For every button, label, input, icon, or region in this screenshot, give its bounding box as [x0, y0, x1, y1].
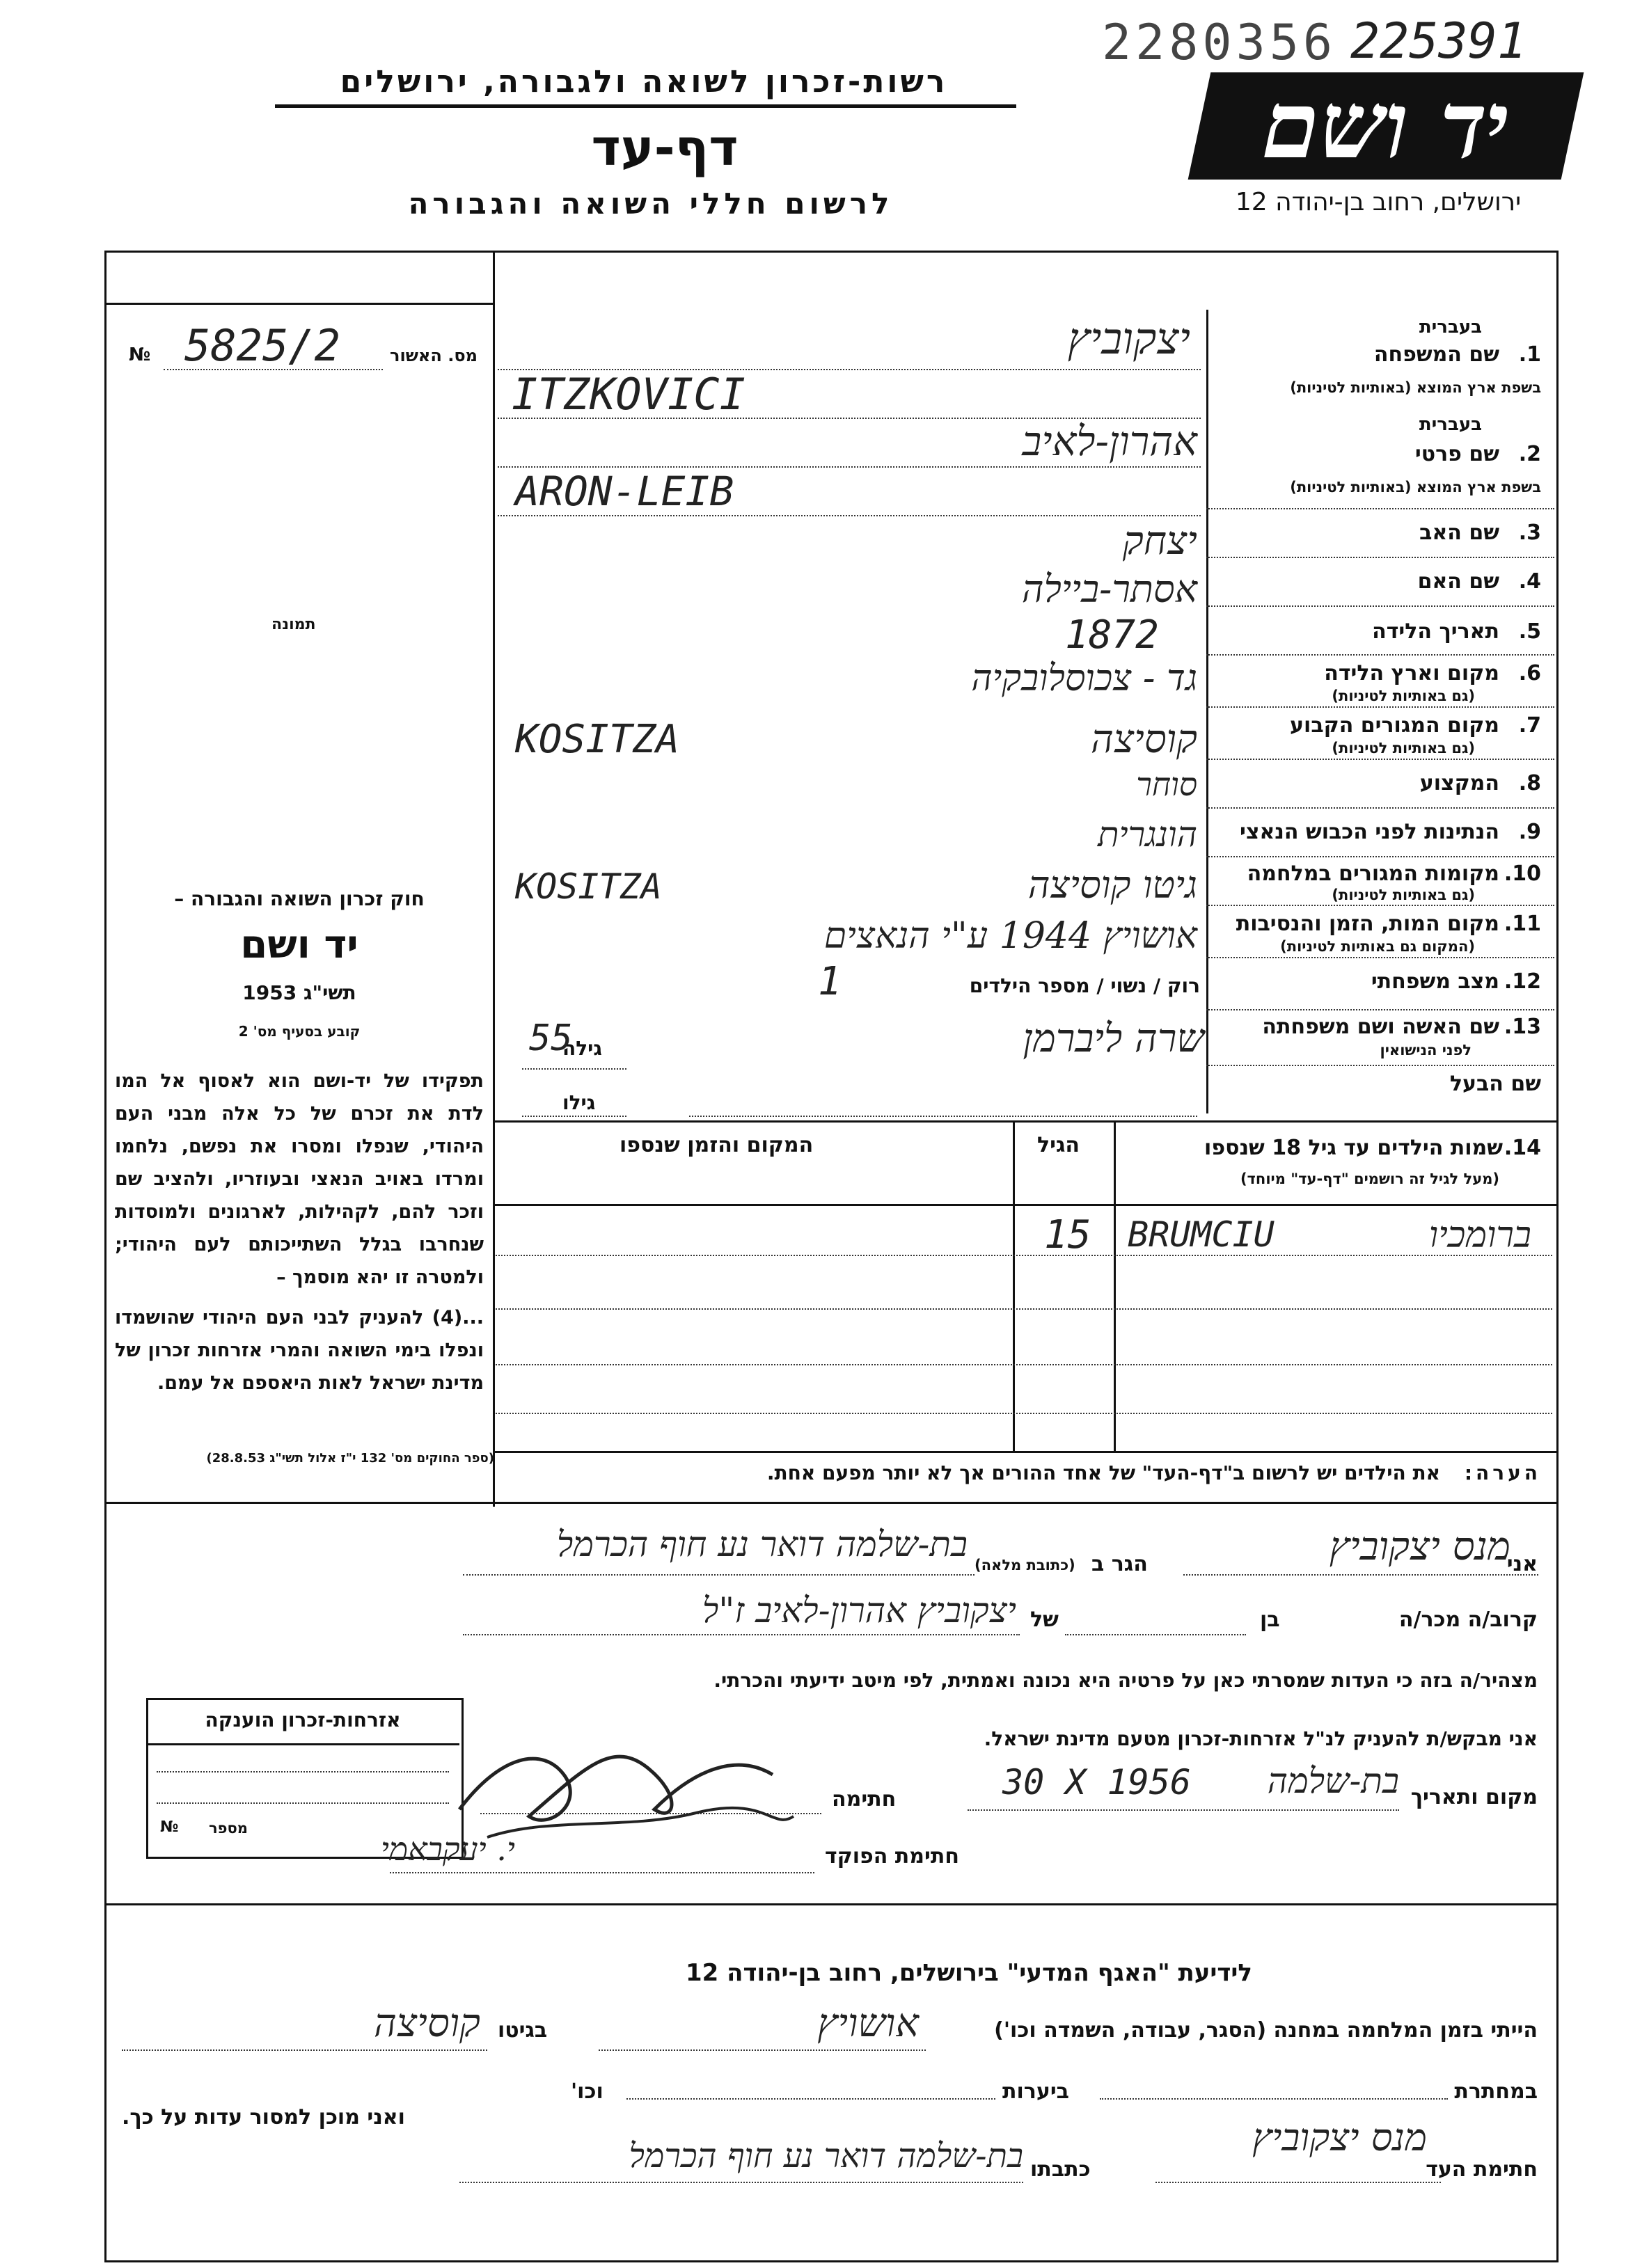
- field-9-num: 9.: [1518, 820, 1541, 844]
- officer-signature: י. יעקבאמי: [380, 1830, 515, 1868]
- field-7-note: (גם באותיות לטיניות): [1332, 740, 1475, 756]
- witness-address-label: כתבתו: [1030, 2157, 1091, 2182]
- field-7-hebrew: קוסיצה: [1091, 717, 1197, 762]
- serial-number-printed: 2280356: [1102, 14, 1337, 71]
- field-4-label: שם האם: [1417, 569, 1499, 594]
- field-4-value: אסתר-ביילה: [1021, 567, 1197, 611]
- law-text: תפקידו של יד-ושם הוא לאסוף אל המו לדת את זכרם של כל אלה מבני העם היהודי, שנפלו ומסרו את נפשם, נלחמו ומרדו באויב הנאצי ובעוזריו, ולהציב שם וזכר להם, לקהילות, לארגונים ולמוסדות שנחרבו בגלל השתייכותם לעם היהודי; ולמטרה זו יהא מוסמך –: [115, 1070, 484, 1288]
- citizenship-title: אזרחות-זכרון הוענקה: [205, 1708, 401, 1731]
- field-11-note: (המקום גם באותיות לטיניות): [1280, 938, 1475, 955]
- citizenship-no-label: מספר: [209, 1820, 248, 1837]
- decl-resides-note: (כתובת מלאה): [975, 1557, 1075, 1573]
- field-12-label: מצב משפחתי: [1371, 969, 1499, 994]
- decl-statement: מצהיר/ה בזה כי העדות שמסרתי כאן על פרטיה היא נכונה ואמתית, לפי מיטב ידיעתי והכרתי.: [713, 1669, 1538, 1692]
- decl-resides-label: הגר ב: [1091, 1552, 1148, 1576]
- yad-vashem-logo: יד ושם: [1188, 72, 1584, 180]
- law-title: חוק זכרון השואה והגבורה –: [174, 887, 425, 910]
- field-8-label: המקצוע: [1419, 771, 1499, 795]
- field-8-num: 8.: [1518, 771, 1541, 795]
- approval-label: מס. האשור: [390, 346, 478, 365]
- child-1-age: 15: [1044, 1212, 1091, 1258]
- wife-age-value: 55: [529, 1017, 573, 1059]
- field-7-latin: KOSITZA: [515, 717, 680, 762]
- approval-prefix: №: [129, 344, 151, 365]
- field-10-hebrew: גיטו קוסיצה: [1027, 863, 1197, 907]
- decl-relative-label: קרוב/ה מכר/ה: [1398, 1608, 1538, 1632]
- field-5-label: תאריך הלידה: [1372, 619, 1499, 644]
- field-9-value: הונגרית: [1097, 814, 1197, 855]
- children-header-note: (מעל לגיל זה רושמים "דף-עד" מיוחד): [1240, 1171, 1499, 1187]
- field-10-note: (גם באותיות לטיניות): [1332, 887, 1475, 903]
- law-name: יד ושם: [240, 922, 358, 967]
- note-text: את הילדים יש לרשום ב"דף-העד" של אחד ההורים אך לא יותר מפעם אחת.: [766, 1461, 1440, 1484]
- decl-name: מנס יצקוביץ: [1329, 1524, 1510, 1569]
- field-1-num: 1.: [1518, 342, 1541, 367]
- field-9-label: הנתינות לפני הכבוש הנאצי: [1240, 820, 1499, 844]
- field-2-latin: ARON-LEIB: [515, 468, 734, 515]
- field-1-hebrew: יצקוביץ: [1067, 313, 1190, 364]
- field-4-num: 4.: [1518, 569, 1541, 594]
- field-1-latin: ITZKOVICI: [512, 369, 745, 420]
- field-12-sublabel: רוק / נשוי / מספר הילדים: [969, 974, 1200, 997]
- wife-age-label: גילה: [562, 1037, 602, 1060]
- decl-request: אני מבקש/ת להעניק לנ"ל אזרחות-זכרון מטעם מדינת ישראל.: [984, 1727, 1538, 1750]
- field-6-value: גד - צכוסלובקיה: [971, 658, 1197, 699]
- bottom-camp-label: הייתי בזמן המלחמה במחנה (הסגר, עבודה, השמדה וכו'): [994, 2018, 1538, 2043]
- law-year: תשי"ג 1953: [242, 981, 356, 1004]
- field-11-label: מקום המות, הזמן והנסיבות: [1236, 912, 1499, 936]
- witness-sig-value: מנס יצקוביץ: [1252, 2116, 1427, 2159]
- field-8-value: סוחר: [1136, 766, 1197, 803]
- field-6-num: 6.: [1518, 661, 1541, 685]
- field-12-children-count: 1: [818, 959, 842, 1004]
- field-2-hebrew: אהרון-לאיב: [1022, 418, 1197, 465]
- date-value: 30 X 1956: [1002, 1762, 1191, 1802]
- field-2-num: 2.: [1518, 442, 1541, 466]
- field-7-num: 7.: [1518, 713, 1541, 738]
- field-2-note: בשפת ארץ המוצא (באותיות לטיניות): [1290, 479, 1541, 495]
- approval-number: 5825/2: [184, 320, 340, 371]
- field-2-label: שם פרטי: [1414, 442, 1499, 466]
- child-1-name-hebrew: ברומכיו: [1428, 1214, 1531, 1256]
- child-1-name-latin: BRUMCIU: [1128, 1214, 1275, 1255]
- law-clause: קובע בסעיף מס' 2: [238, 1023, 361, 1040]
- witness-address-value: בת-שלמה דואר נע חוף הכרמל: [629, 2136, 1023, 2175]
- field-3-value: יצחק: [1122, 518, 1197, 564]
- field-11-num: 11.: [1504, 912, 1541, 936]
- field-12-num: 12.: [1504, 969, 1541, 994]
- husband-label: שם הבעל: [1449, 1072, 1541, 1096]
- officer-label: חתימת הפוקד: [825, 1844, 959, 1869]
- field-10-label: מקומות המגורים במלחמה: [1247, 862, 1499, 886]
- org-name: רשות-זכרון לשואה ולגבורה, ירושלים: [340, 64, 948, 100]
- field-6-label: מקום וארץ הלידה: [1324, 661, 1499, 685]
- bottom-ghetto-value: קוסיצה: [374, 2001, 480, 2046]
- children-header-age: הגיל: [1037, 1133, 1080, 1157]
- note-label: הערה:: [1464, 1461, 1541, 1484]
- field-2-lang: בעברית: [1419, 414, 1482, 435]
- bottom-hiding-label: במחתרת: [1454, 2079, 1538, 2104]
- field-10-latin: KOSITZA: [515, 866, 662, 907]
- photo-label: תמונה: [271, 616, 316, 633]
- bottom-camp-value: אושויץ: [817, 2001, 919, 2046]
- field-3-num: 3.: [1518, 521, 1541, 545]
- field-13-value: שרה ליברמן: [1023, 1016, 1204, 1061]
- witness-sig-label: חתימת העד: [1426, 2157, 1538, 2182]
- decl-address: בת-שלמה דואר נע חוף הכרמל: [556, 1524, 968, 1564]
- decl-i-label: אני: [1506, 1552, 1538, 1576]
- field-10-num: 10.: [1504, 862, 1541, 886]
- field-13-num: 13.: [1504, 1015, 1541, 1039]
- bottom-forests-label: ביערות: [1002, 2079, 1069, 2104]
- law-reference: (ספר החוקים מס' 132 י"ז אלול תשי"ג 28.8.53): [206, 1451, 494, 1466]
- field-6-note: (גם באותיות לטיניות): [1332, 688, 1475, 704]
- children-header-name: שמות הילדים עד גיל 18 שנספו: [1204, 1136, 1503, 1160]
- field-11-value: אושויץ 1944 ע"י הנאצים: [823, 915, 1197, 957]
- form-subtitle: לרשום חללי השואה והגבורה: [408, 187, 894, 221]
- husband-age-label: גילו: [562, 1091, 596, 1114]
- field-1-label: שם המשפחה: [1373, 342, 1499, 367]
- field-7-label: מקום המגורים הקבוע: [1290, 713, 1499, 738]
- field-5-num: 5.: [1518, 619, 1541, 644]
- field-13-label: שם האשה ושם משפחתה: [1262, 1015, 1499, 1039]
- bottom-etc-label: וכו': [571, 2079, 603, 2104]
- bottom-ghetto-label: בגיטו: [498, 2018, 548, 2043]
- decl-of-label: של: [1030, 1608, 1059, 1632]
- field-5-value: 1872: [1065, 612, 1159, 658]
- decl-relative: יצקוביץ אהרון-לאיב ז"ל: [702, 1590, 1016, 1631]
- logo-address: ירושלים, רחוב בן-יהודה 12: [1235, 188, 1522, 216]
- serial-number-handwritten: 225391: [1350, 13, 1526, 70]
- signature-label: חתימה: [832, 1787, 897, 1811]
- bottom-ready-label: ואני מוכן למסור עדות על כך.: [122, 2105, 405, 2130]
- law-text-2: ...(4) להעניק לבני העם היהודי שהושמדו ונפלו בימי השואה והמרי אזרחות זכרון של מדינת ישראל לאות היאספם אל עמם.: [115, 1307, 484, 1394]
- field-1-lang: בעברית: [1419, 317, 1482, 338]
- bottom-to-label: לידיעת "האגף המדעי" בירושלים, רחוב בן-יהודה 12: [685, 1959, 1252, 1987]
- place-value: בת-שלמה: [1267, 1761, 1399, 1801]
- citizenship-no-prefix: №: [160, 1818, 179, 1836]
- children-header-place: המקום והזמן שנספו: [620, 1133, 814, 1157]
- field-1-note: בשפת ארץ המוצא (באותיות לטיניות): [1290, 379, 1541, 396]
- decl-son-label: בן: [1260, 1608, 1280, 1632]
- children-num: 14.: [1504, 1136, 1541, 1160]
- field-3-label: שם האב: [1419, 521, 1499, 545]
- place-date-label: מקום ותאריך: [1410, 1785, 1538, 1809]
- field-13-note: לפני הנישואין: [1380, 1042, 1472, 1058]
- form-title: דף-עד: [591, 118, 739, 177]
